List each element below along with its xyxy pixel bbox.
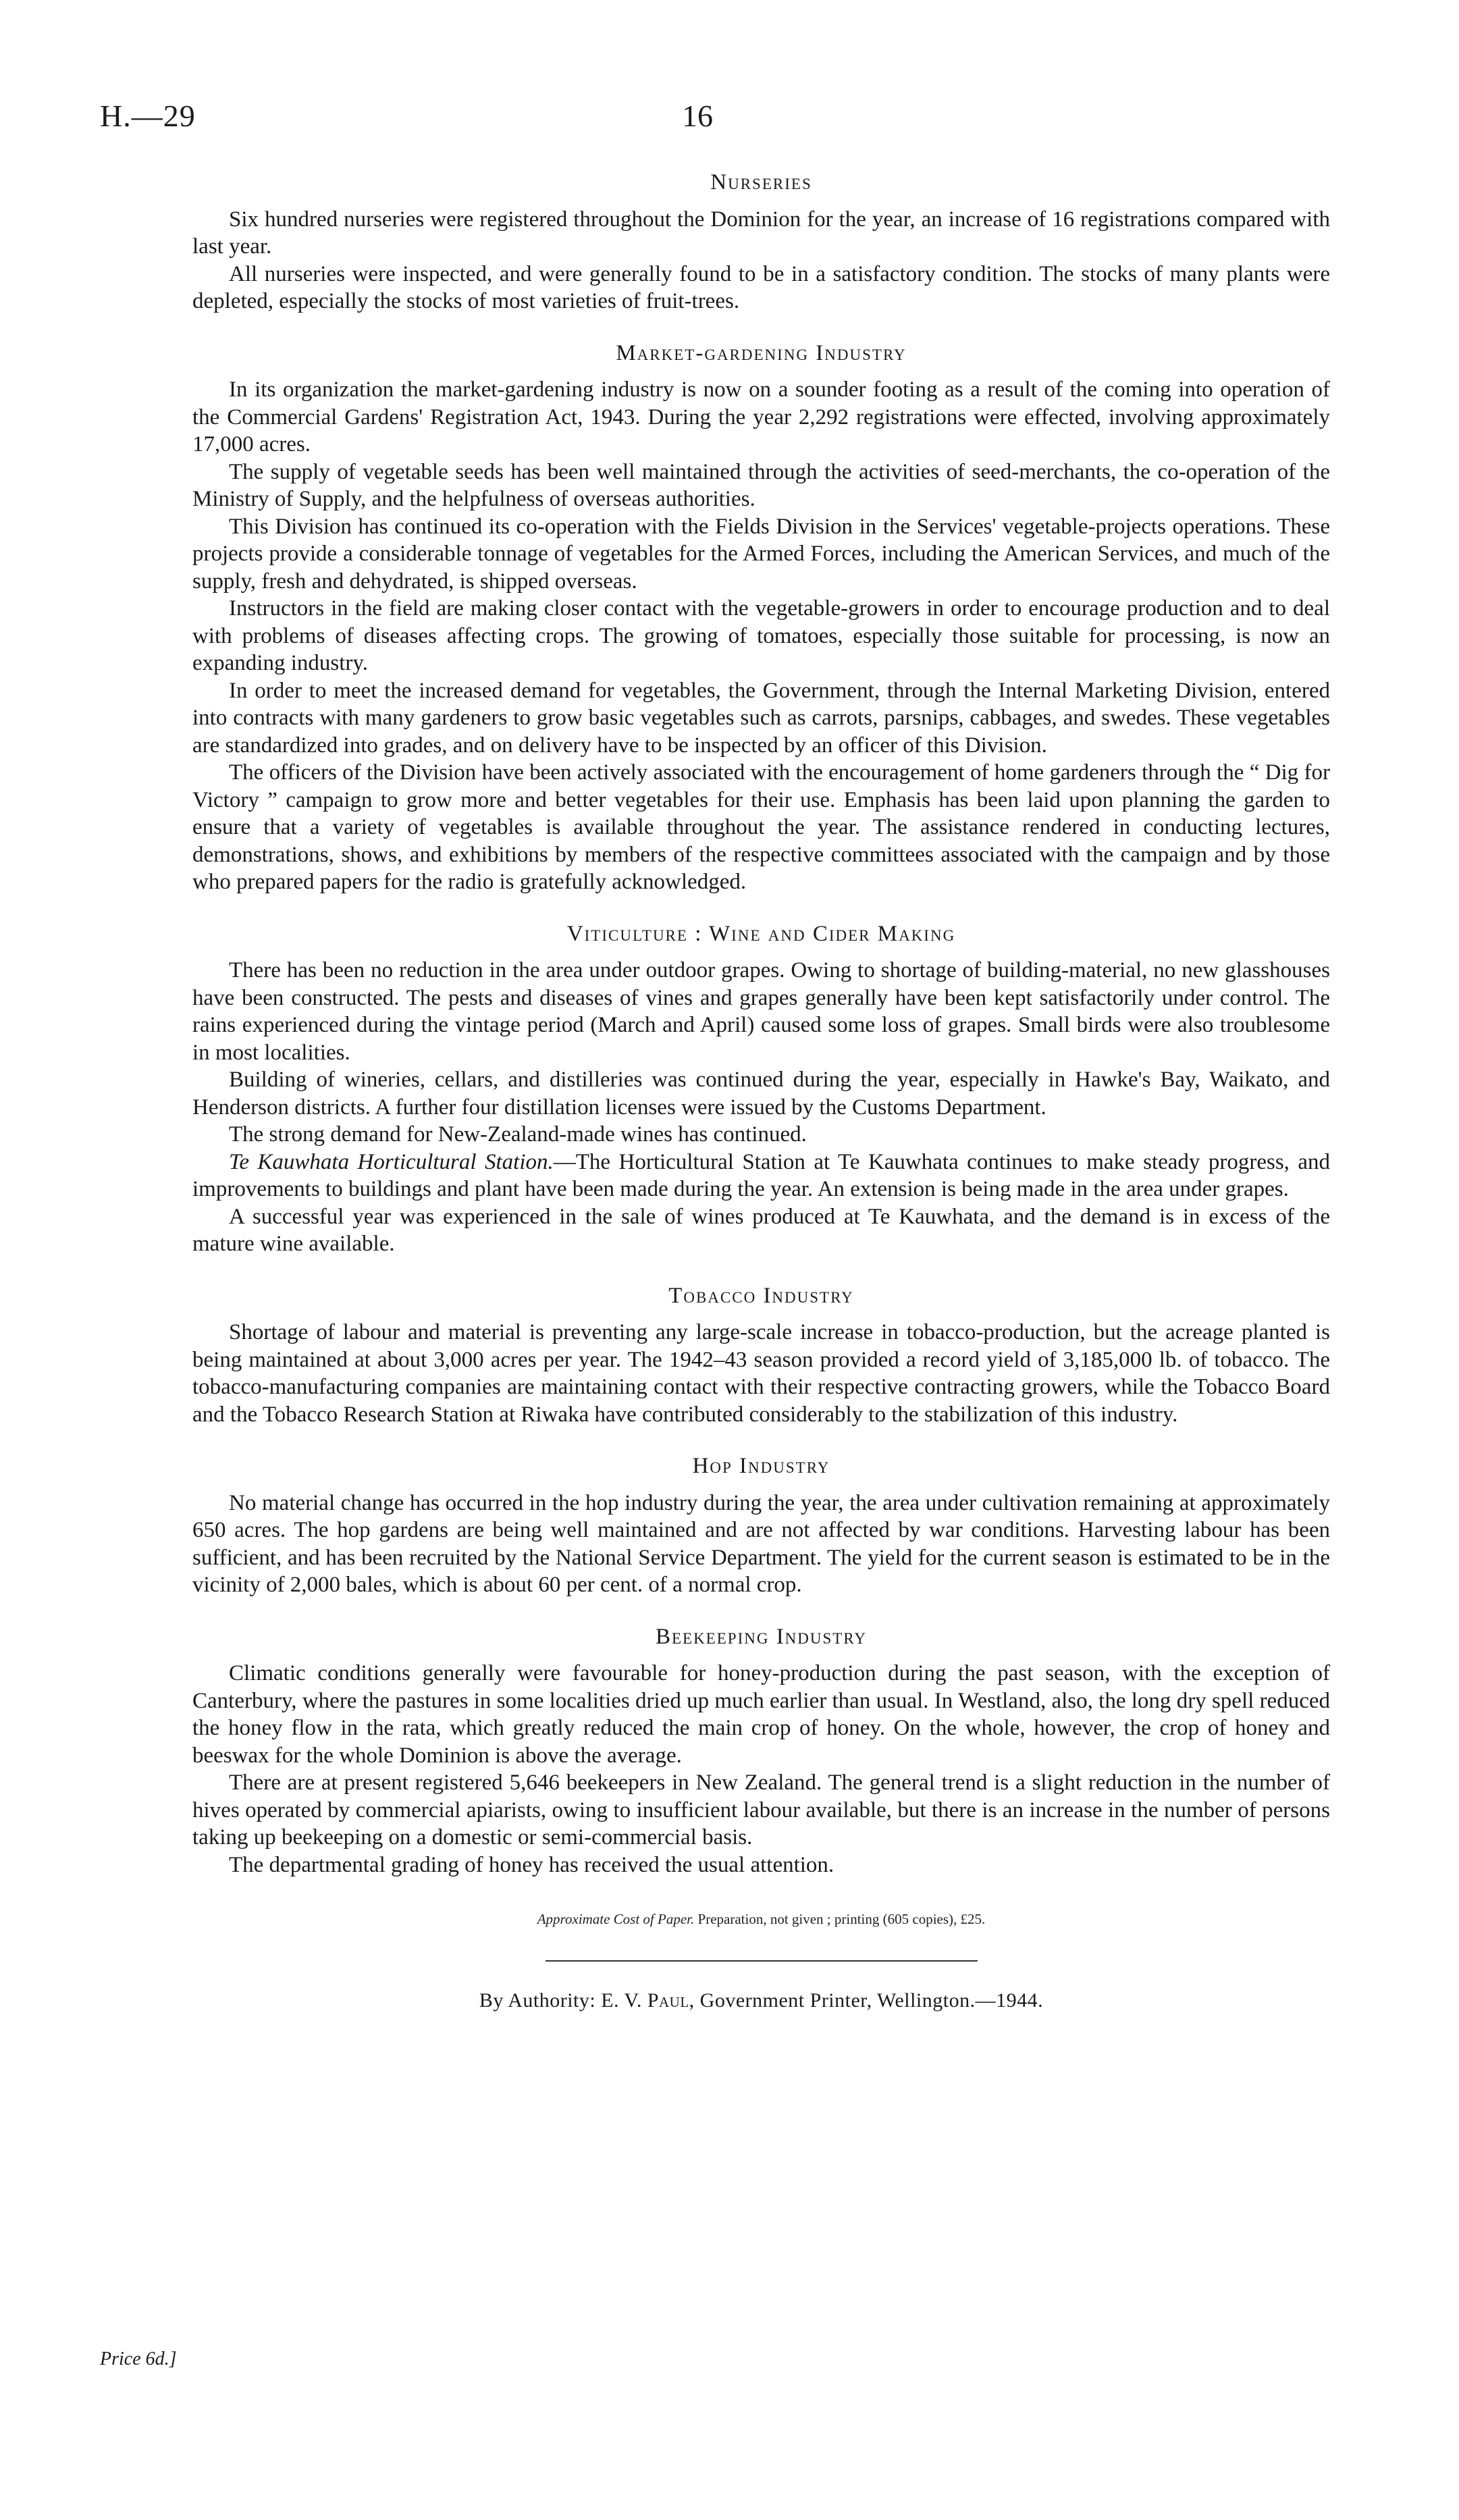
cost-label: Approximate Cost of Paper. bbox=[537, 1911, 695, 1927]
section-title: Tobacco Industry bbox=[668, 1283, 854, 1308]
cost-text: Preparation, not given ; printing (605 copies), £25. bbox=[697, 1911, 986, 1927]
document-reference: H.—29 bbox=[100, 99, 196, 133]
station-text: —The Horticultural Station at Te Kauwhata continues to make steady progress, and improvements to buildings and plant have been made during the year. An extension is being made in the area under grapes. bbox=[192, 1149, 1331, 1201]
paragraph: All nurseries were inspected, and were generally found to be in a satisfactory condition. The stocks of many plants were depleted, especially the stocks of most varieties of fruit-trees. bbox=[192, 261, 1330, 313]
section-viticulture bbox=[192, 920, 1330, 1258]
paragraph: The supply of vegetable seeds has been well maintained through the activities of seed-merchants, the co-operation of the Ministry of Supply, and the helpfulness of overseas authorities. bbox=[192, 459, 1330, 511]
cost-footnote bbox=[192, 1906, 1330, 1933]
page-number: 16 bbox=[682, 99, 713, 133]
paragraph: There are at present registered 5,646 beekeepers in New Zealand. The general trend is a slight reduction in the number of hives operated by commercial apiarists, owing to insufficient labour available, but there is an increase in the number of persons taking up beekeeping on a domestic or semi-commercial basis. bbox=[192, 1770, 1330, 1849]
paragraph: The strong demand for New-Zealand-made wines has continued. bbox=[229, 1122, 807, 1147]
document-body bbox=[192, 169, 1330, 2014]
paragraph: Instructors in the field are making closer contact with the vegetable-growers in order to encourage production and to deal with problems of diseases affecting crops. The growing of tomatoes, especially those suitable for processing, is now an expanding industry. bbox=[192, 596, 1330, 675]
section-beekeeping bbox=[192, 1623, 1330, 1879]
paragraph: Climatic conditions generally were favourable for honey-production during the past season, with the exception of Canterbury, where the pastures in some localities dried up much earlier than usual. In Westland, also, the long dry spell reduced the honey flow in the rata, which greatly reduced the main crop of honey. On the whole, however, the crop of honey and beeswax for the whole Dominion is above the average. bbox=[192, 1661, 1330, 1768]
paragraph: Building of wineries, cellars, and distilleries was continued during the year, especially in Hawke's Bay, Waikato, and Henderson districts. A further four distillation licenses were issued by the Customs Department. bbox=[192, 1068, 1330, 1120]
paragraph: There has been no reduction in the area under outdoor grapes. Owing to shortage of building-material, no new glasshouses have been constructed. The pests and diseases of vines and grapes generally have been kept satisfactorily under control. The rains experienced during the vintage period (March and April) caused some loss of grapes. Small birds were also troublesome in most localities. bbox=[192, 958, 1330, 1065]
paragraph: In its organization the market-gardening industry is now on a sounder footing as a result of the coming into operation of the Commercial Gardens' Registration Act, 1943. During the year 2,292 registrations were effected, involving approximately 17,000 acres. bbox=[192, 377, 1330, 456]
section-title: Market-gardening Industry bbox=[616, 340, 907, 365]
paragraph: A successful year was experienced in the sale of wines produced at Te Kauwhata, and the demand is in excess of the mature wine available. bbox=[192, 1204, 1330, 1256]
section-tobacco bbox=[192, 1282, 1330, 1429]
paragraph: The officers of the Division have been actively associated with the encouragement of home gardeners through the “ Dig for Victory ” campaign to grow more and better vegetables for their use. Emphasis has been laid upon planning the garden to ensure that a variety of vegetables is available throughout the year. The assistance rendered in conducting lectures, demonstrations, shows, and exhibitions by members of the respective committees associated with the campaign and by those who prepared papers for the radio is gratefully acknowledged. bbox=[192, 760, 1330, 894]
station-heading: Te Kauwhata Horticultural Station. bbox=[229, 1149, 554, 1174]
section-hop bbox=[192, 1452, 1330, 1599]
printer-name: E. V. Paul, bbox=[601, 1989, 695, 2012]
price-label: Price 6d.] bbox=[100, 2348, 177, 2369]
paragraph: This Division has continued its co-operation with the Fields Division in the Services' vegetable-projects operations. These projects provide a considerable tonnage of vegetables for the Armed Forces, including the American Services, and much of the supply, fresh and dehydrated, is shipped overseas. bbox=[192, 514, 1330, 594]
section-title: Viticulture : Wine and Cider Making bbox=[566, 921, 956, 946]
section-nurseries bbox=[192, 169, 1330, 315]
authority-prefix: By Authority: bbox=[479, 1989, 596, 2012]
paragraph bbox=[192, 1149, 1330, 1203]
paragraph: In order to meet the increased demand for vegetables, the Government, through the Internal Marketing Division, entered into contracts with many gardeners to grow basic vegetables such as carrots, parsnips, cabbages, and swedes. These vegetables are standardized into grades, and on delivery have to be inspected by an officer of this Division. bbox=[192, 678, 1330, 758]
paragraph: Shortage of labour and material is preventing any large-scale increase in tobacco-production, but the acreage planted is being maintained at about 3,000 acres per year. The 1942–43 season provided a record yield of 3,185,000 lb. of tobacco. The tobacco-manufacturing companies are maintaining contact with their respective contracting growers, while the Tobacco Board and the Tobacco Research Station at Riwaka have contributed considerably to the stabilization of this industry. bbox=[192, 1320, 1330, 1427]
section-title: Beekeeping Industry bbox=[655, 1624, 868, 1649]
divider bbox=[546, 1960, 978, 1962]
paragraph: No material change has occurred in the hop industry during the year, the area under cultivation remaining at approximately 650 acres. The hop gardens are being well maintained and are not affected by war conditions. Harvesting labour has been sufficient, and has been recruited by the National Service Department. The yield for the current season is estimated to be in the vicinity of 2,000 bales, which is about 60 per cent. of a normal crop. bbox=[192, 1490, 1330, 1597]
section-title: Hop Industry bbox=[692, 1454, 830, 1478]
authority-suffix: Government Printer, Wellington.—1944. bbox=[699, 1989, 1044, 2012]
printer-authority bbox=[192, 1987, 1330, 2015]
section-title: Nurseries bbox=[710, 170, 812, 194]
section-market-gardening bbox=[192, 340, 1330, 896]
paragraph: The departmental grading of honey has received the usual attention. bbox=[229, 1852, 834, 1877]
paragraph: Six hundred nurseries were registered throughout the Dominion for the year, an increase of 16 registrations compared with last year. bbox=[192, 207, 1330, 259]
